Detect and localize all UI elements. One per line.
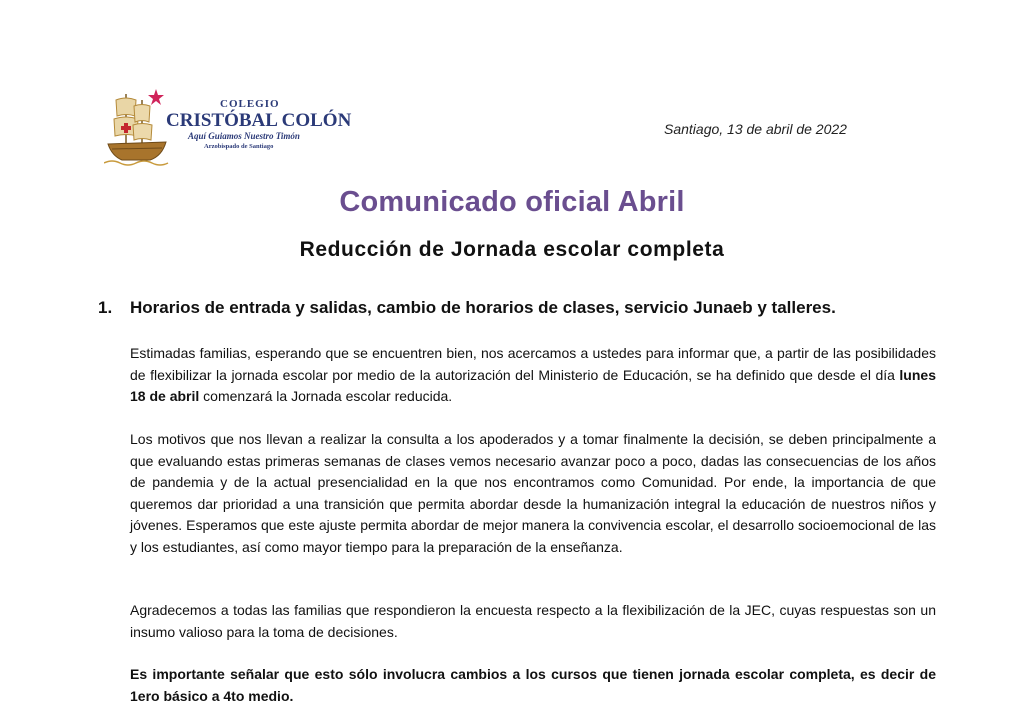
- paragraph-4-important: Es importante señalar que esto sólo involucra cambios a los cursos que tienen jornada escolar completa, es decir de 1ero básico a 4to medio.: [130, 666, 936, 704]
- paragraph-1-bold-date: lunes 18 de abril: [130, 366, 936, 404]
- document-title: Comunicado oficial Abril: [339, 186, 685, 218]
- star-icon: [148, 89, 164, 105]
- section-heading-text: Horarios de entrada y salidas, cambio de horarios de clases, servicio Junaeb y talleres.: [130, 298, 836, 317]
- document-subtitle: Reducción de Jornada escolar completa: [299, 238, 725, 261]
- section-number: 1.: [98, 298, 113, 317]
- paragraph-2: Los motivos que nos llevan a realizar la consulta a los apoderados y a tomar finalmente la decisión, se deben principalmente a que evaluando estas primeras semanas de clases vemos necesario avanzar poco a poco, dadas las consecuencias de los años de pandemia y de la actual presencialidad en la que nos encontramos como Comunidad. Por ende, la importancia de que queremos dar prioridad a una transición que permita abordar desde la humanización integral la educación de nuestros niños y jóvenes. Esperamos que este ajuste permita abordar de mejor manera la convivencia escolar, el desarrollo socioemocional de las y los estudiantes, así como mayor tiempo para la preparación de la enseñanza.: [130, 431, 936, 555]
- school-logo: [104, 86, 354, 166]
- ship-logo-icon: [104, 86, 174, 166]
- logo-line-school-name: CRISTÓBAL COLÓN: [166, 110, 352, 131]
- paragraph-1-text-a: Estimadas familias, esperando que se encuentren bien, nos acercamos a ustedes para informar que, a partir de las posibilidades de flexibilizar la jornada escolar por medio de la autorización del Ministerio de Educación, se ha definido que desde el día: [130, 345, 936, 383]
- paragraph-1-text-b: comenzará la Jornada escolar reducida.: [199, 388, 453, 404]
- section-heading: [98, 298, 836, 318]
- paragraph-1: [130, 343, 936, 408]
- logo-line-colegio: COLEGIO: [220, 98, 280, 110]
- logo-line-arzobispado: Arzobispado de Santiago: [204, 143, 274, 150]
- document-date: Santiago, 13 de abril de 2022: [664, 121, 847, 137]
- paragraph-3: Agradecemos a todas las familias que respondieron la encuesta respecto a la flexibilización de la JEC, cuyas respuestas son un insumo valioso para la toma de decisiones.: [130, 602, 936, 640]
- logo-line-motto: Aquí Guiamos Nuestro Timón: [188, 131, 300, 141]
